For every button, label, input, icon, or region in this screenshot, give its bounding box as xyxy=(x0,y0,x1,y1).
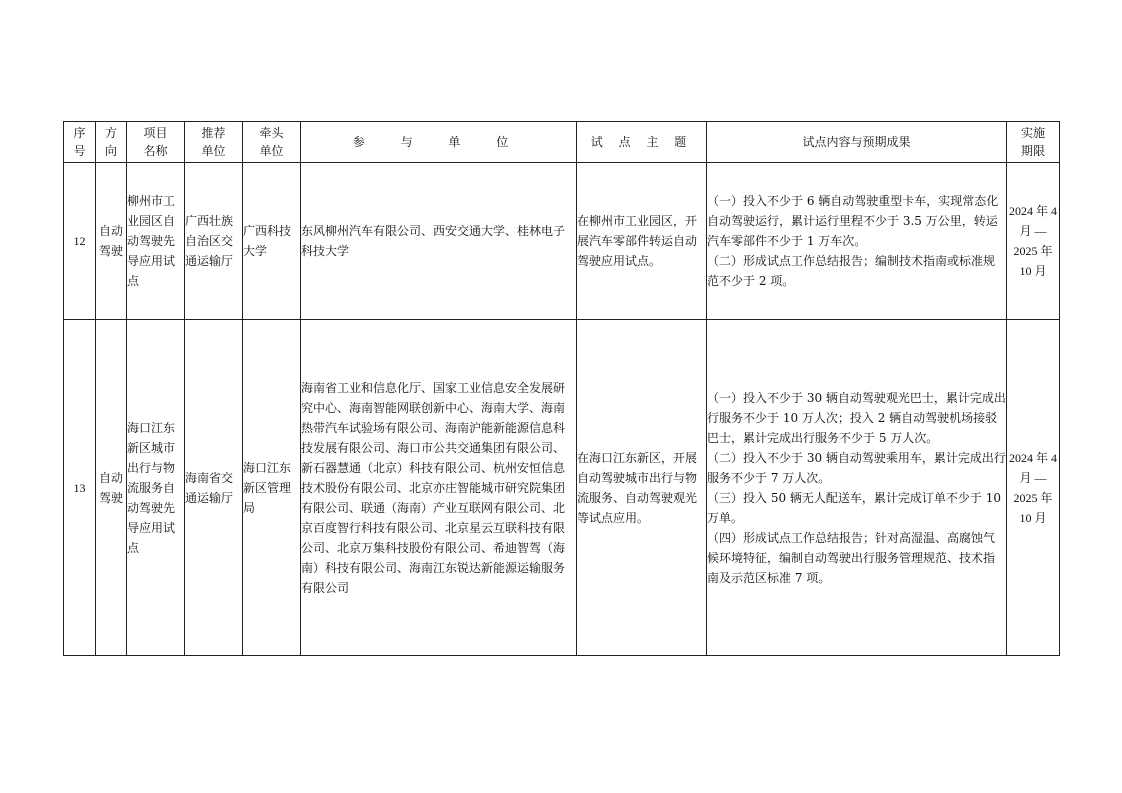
row-recommend: 广西壮族自治区交通运输厅 xyxy=(185,163,243,320)
row-direction: 自动驾驶 xyxy=(96,320,127,656)
row-lead: 广西科技大学 xyxy=(243,163,301,320)
row-participants: 海南省工业和信息化厅、国家工业信息安全发展研究中心、海南智能网联创新中心、海南大学、海南热带汽车试验场有限公司、海南沪能新能源信息科技发展有限公司、海口市公共交通集团有限公司、新石器慧通（北京）科技有限公司、杭州安恒信息技术股份有限公司、北京亦庄智能城市研究院集团有限公司、联通（海南）产业互联网有限公司、北京百度智行科技有限公司、北京星云互联科技有限公司、北京万集科技股份有限公司、希迪智驾（海南）科技有限公司、海南江东锐达新能源运输服务有限公司 xyxy=(301,320,577,656)
content-item: （四）形成试点工作总结报告；针对高湿温、高腐蚀气候环境特征，编制自动驾驶出行服务管理规范、技术指南及示范区标准 7 项。 xyxy=(707,530,996,585)
header-period: 实施期限 xyxy=(1007,122,1060,163)
content-item: （三）投入 50 辆无人配送车，累计完成订单不少于 10 万单。 xyxy=(707,490,1001,525)
table-row-13 xyxy=(64,320,1060,656)
header-recommend: 推荐单位 xyxy=(185,122,243,163)
row-theme: 在海口江东新区，开展自动驾驶城市出行与物流服务、自动驾驶观光等试点应用。 xyxy=(577,320,707,656)
row-seq: 12 xyxy=(64,163,96,320)
header-direction: 方向 xyxy=(96,122,127,163)
row-period: 2024 年 4 月 — 2025 年 10 月 xyxy=(1007,320,1060,656)
header-content: 试点内容与预期成果 xyxy=(707,122,1007,163)
row-seq: 13 xyxy=(64,320,96,656)
content-item: （二）投入不少于 30 辆自动驾驶乘用车，累计完成出行服务不少于 7 万人次。 xyxy=(707,450,1006,485)
content-item: （二）形成试点工作总结报告；编制技术指南或标准规范不少于 2 项。 xyxy=(707,254,996,288)
header-seq: 序号 xyxy=(64,122,96,163)
header-theme: 试 点 主 题 xyxy=(577,122,707,163)
row-content xyxy=(707,320,1007,656)
row-project: 海口江东新区城市出行与物流服务自动驾驶先导应用试点 xyxy=(127,320,185,656)
row-lead: 海口江东新区管理局 xyxy=(243,320,301,656)
row-participants: 东风柳州汽车有限公司、西安交通大学、桂林电子科技大学 xyxy=(301,163,577,320)
row-direction: 自动驾驶 xyxy=(96,163,127,320)
header-lead: 牵头单位 xyxy=(243,122,301,163)
header-participants: 参 与 单 位 xyxy=(301,122,577,163)
content-item: （一）投入不少于 30 辆自动驾驶观光巴士，累计完成出行服务不少于 10 万人次；投入 2 辆自动驾驶机场接驳巴士，累计完成出行服务不少于 5 万人次。 xyxy=(707,390,1006,445)
row-project: 柳州市工业园区自动驾驶先导应用试点 xyxy=(127,163,185,320)
table-header-row xyxy=(64,122,1060,163)
table-row-12 xyxy=(64,163,1060,320)
row-recommend: 海南省交通运输厅 xyxy=(185,320,243,656)
row-content xyxy=(707,163,1007,320)
row-period: 2024 年 4 月 — 2025 年 10 月 xyxy=(1007,163,1060,320)
row-theme: 在柳州市工业园区，开展汽车零部件转运自动驾驶应用试点。 xyxy=(577,163,707,320)
content-item: （一）投入不少于 6 辆自动驾驶重型卡车，实现常态化自动驾驶运行，累计运行里程不少于 3.5 万公里，转运汽车零部件不少于 1 万车次。 xyxy=(707,194,999,248)
pilot-projects-table xyxy=(63,121,1060,656)
header-project: 项目名称 xyxy=(127,122,185,163)
